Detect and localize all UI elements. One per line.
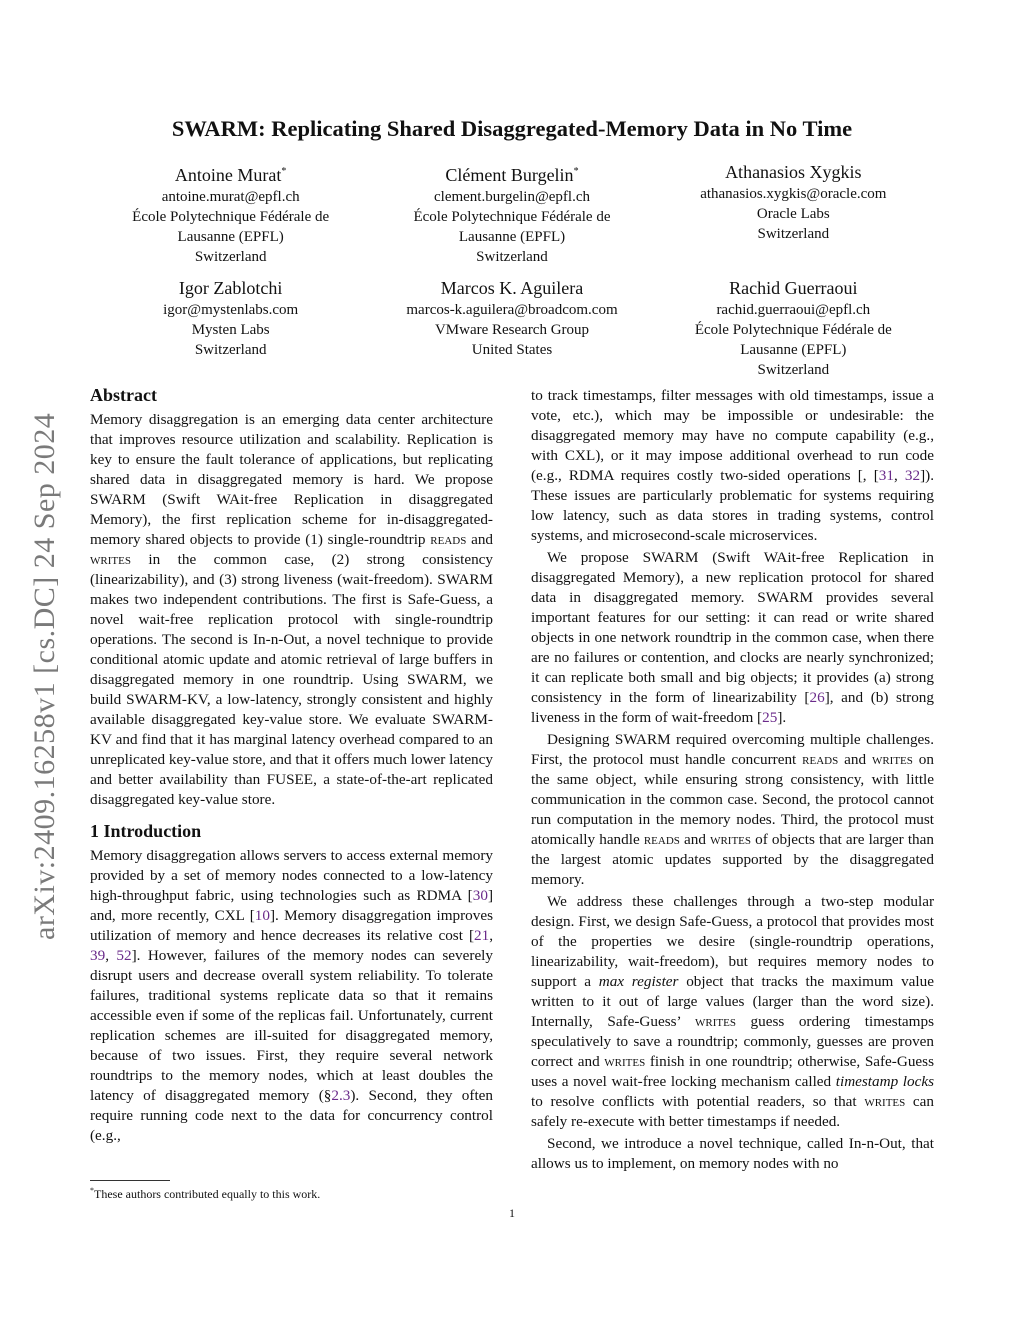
author-card xyxy=(371,276,652,380)
citation-link[interactable]: 21 xyxy=(474,927,490,944)
author-block xyxy=(90,160,934,380)
author-card xyxy=(653,160,934,267)
author-email: rachid.guerraoui@epfl.ch xyxy=(716,302,871,318)
abstract-paragraph: Memory disaggregation is an emerging data center architecture that improves resource utilization and scalability. Replication is key to ensure the fault tolerance of applications, but replicating shared data in disaggregated memory is hard. We propose SWARM (Swift WAit-free Replication in disaggregated Memory), the first replication scheme for in-disaggregated-memory shared objects to provide (1) single-roundtrip reads and writes in the common case, (2) strong consistency (linearizability), and (3) strong liveness (wait-freedom). SWARM makes two independent contributions. The first is Safe-Guess, a novel wait-free replication protocol with single-roundtrip operations. The second is In-n-Out, a novel technique to provide conditional atomic update and atomic retrieval of large buffers in disaggregated memory in one roundtrip. Using SWARM, we build SWARM-KV, a low-latency, strongly consistent and highly available disaggregated key-value store. We evaluate SWARM-KV and find that it has marginal latency overhead compared to an unreplicated key-value store, and that it offers much lower latency and better availability than FUSEE, a state-of-the-art replicated disaggregated key-value store. xyxy=(90,411,494,808)
author-email: marcos-k.aguilera@broadcom.com xyxy=(406,302,618,318)
intro-paragraph-5: Second, we introduce a novel technique, called In-n-Out, that allows us to implement, on memory nodes with no xyxy=(531,1135,934,1172)
citation-link[interactable]: 26 xyxy=(809,689,825,706)
citation-link[interactable]: 32 xyxy=(904,467,921,484)
author-email: athanasios.xygkis@oracle.com xyxy=(700,186,887,202)
author-card xyxy=(90,276,371,380)
author-name: Clément Burgelin* xyxy=(445,165,579,185)
author-affiliation: Lausanne (EPFL) xyxy=(177,229,284,245)
author-affiliation: Lausanne (EPFL) xyxy=(458,229,566,245)
author-country: Switzerland xyxy=(757,226,830,242)
right-column xyxy=(531,386,934,1174)
author-country: United States xyxy=(471,342,553,358)
author-affiliation: Mysten Labs xyxy=(191,322,270,338)
author-affiliation: Lausanne (EPFL) xyxy=(740,342,847,358)
footnote-divider xyxy=(90,1180,170,1181)
author-affiliation: École Polytechnique Fédérale de xyxy=(132,209,330,225)
author-card xyxy=(371,160,652,267)
equal-contribution-mark: * xyxy=(573,166,579,177)
author-email: clement.burgelin@epfl.ch xyxy=(434,189,590,205)
author-affiliation: VMware Research Group xyxy=(434,322,590,338)
author-affiliation: Oracle Labs xyxy=(756,206,830,222)
author-name: Marcos K. Aguilera xyxy=(440,278,584,298)
author-country: Switzerland xyxy=(194,249,267,265)
citation-link[interactable]: 31 xyxy=(878,467,894,484)
citation-link[interactable]: 52 xyxy=(116,947,132,964)
intro-paragraph-2: We propose SWARM (Swift WAit-free Replication in disaggregated Memory), a new replication protocol for shared data in disaggregated memory. SWARM provides several important features for our setting: it can read or write shared objects in one network roundtrip in the common case, when there are no failures or contention, and clocks are nearly synchronized; it can replicate both small and big objects; it provides (a) strong consistency in the form of linearizability [26], and (b) strong liveness in the form of wait-freedom [25]. xyxy=(531,549,934,726)
citation-link[interactable]: 10 xyxy=(254,907,270,924)
author-country: Switzerland xyxy=(194,342,267,358)
intro-paragraph-1: Memory disaggregation allows servers to access external memory provided by a set of memory nodes connected to a low-latency high-throughput fabric, using technologies such as RDMA [30] and, more recently, CXL [10]. Memory disaggregation improves utilization of memory and hence decreases its relative cost [21, 39, 52]. However, failures of the memory nodes can severely disrupt users and decrease overall system reliability. To tolerate failures, traditional systems replicate data so that it remains accessible even if some of the replicas fail. Unfortunately, current replication schemes are ill-suited for disaggregated memory, because of two issues. First, they require several network roundtrips to the memory nodes, which at least doubles the latency of disaggregated memory (§2.3). Second, they often require running code next to the data for concurrency control (e.g., xyxy=(90,847,493,1144)
citation-link[interactable]: 30 xyxy=(472,887,488,904)
author-name: Antoine Murat* xyxy=(174,165,287,185)
section-reference-link[interactable]: 2.3 xyxy=(331,1087,351,1104)
author-email: antoine.murat@epfl.ch xyxy=(161,189,300,205)
author-name: Igor Zablotchi xyxy=(178,278,283,298)
author-country: Switzerland xyxy=(476,249,548,265)
page-number: 1 xyxy=(509,1206,515,1220)
author-row-1 xyxy=(90,160,934,267)
arxiv-identifier-stamp: arXiv:2409.16258v1 [cs.DC] 24 Sep 2024 xyxy=(28,412,61,940)
footnote: *These authors contributed equally to this work. xyxy=(90,1186,321,1201)
citation-link[interactable]: 39 xyxy=(90,947,106,964)
intro-paragraph-1-continued: to track timestamps, filter messages with old timestamps, issue a vote, etc.), which may be impossible or undesirable: the disaggregated memory may have no compute capability (e.g., with CXL), or it may impose additional overhead to run code (e.g., RDMA requires costly two-sided operations [, [31, 32]). These issues are particularly problematic for systems requiring low latency, such as data stores in trading systems, control systems, and microsecond-scale microservices. xyxy=(531,387,934,544)
author-row-2 xyxy=(90,276,934,380)
author-affiliation: École Polytechnique Fédérale de xyxy=(413,209,611,225)
equal-contribution-mark: * xyxy=(281,166,287,177)
citation-link[interactable]: 25 xyxy=(762,709,778,726)
author-card xyxy=(90,160,371,267)
author-card xyxy=(653,276,934,380)
paper-title: SWARM: Replicating Shared Disaggregated-Memory Data in No Time xyxy=(171,116,853,141)
author-name: Rachid Guerraoui xyxy=(729,278,858,298)
intro-paragraph-4: We address these challenges through a two-step modular design. First, we design Safe-Guess, a protocol that provides most of the properties we desire (single-roundtrip operations, linearizability, wait-freedom), but requires memory nodes to support a max register object that tracks the maximum value written to it out of large values (larger than the word size). Internally, Safe-Guess’ writes guess ordering timestamps speculatively to save a roundtrip; commonly, guesses are proven correct and writes finish in one roundtrip; otherwise, Safe-Guess uses a novel wait-free locking mechanism called timestamp locks to resolve conflicts with potential readers, so that writes can safely re-execute with better timestamps if needed. xyxy=(531,893,935,1130)
author-country: Switzerland xyxy=(757,362,830,378)
author-affiliation: École Polytechnique Fédérale de xyxy=(694,322,892,338)
left-column xyxy=(90,384,493,1146)
abstract-heading: Abstract xyxy=(90,385,157,405)
author-name: Athanasios Xygkis xyxy=(725,162,862,182)
intro-paragraph-3: Designing SWARM required overcoming multiple challenges. First, the protocol must handle concurrent reads and writes on the same object, while ensuring strong consistency, with little communication in the common case. Second, the protocol cannot run computation in the memory nodes. Third, the protocol must atomically handle reads and writes of objects that are larger than the largest atomic updates supported by the disaggregated memory. xyxy=(531,731,934,888)
introduction-heading: 1 Introduction xyxy=(90,821,202,841)
author-email: igor@mystenlabs.com xyxy=(163,302,299,318)
